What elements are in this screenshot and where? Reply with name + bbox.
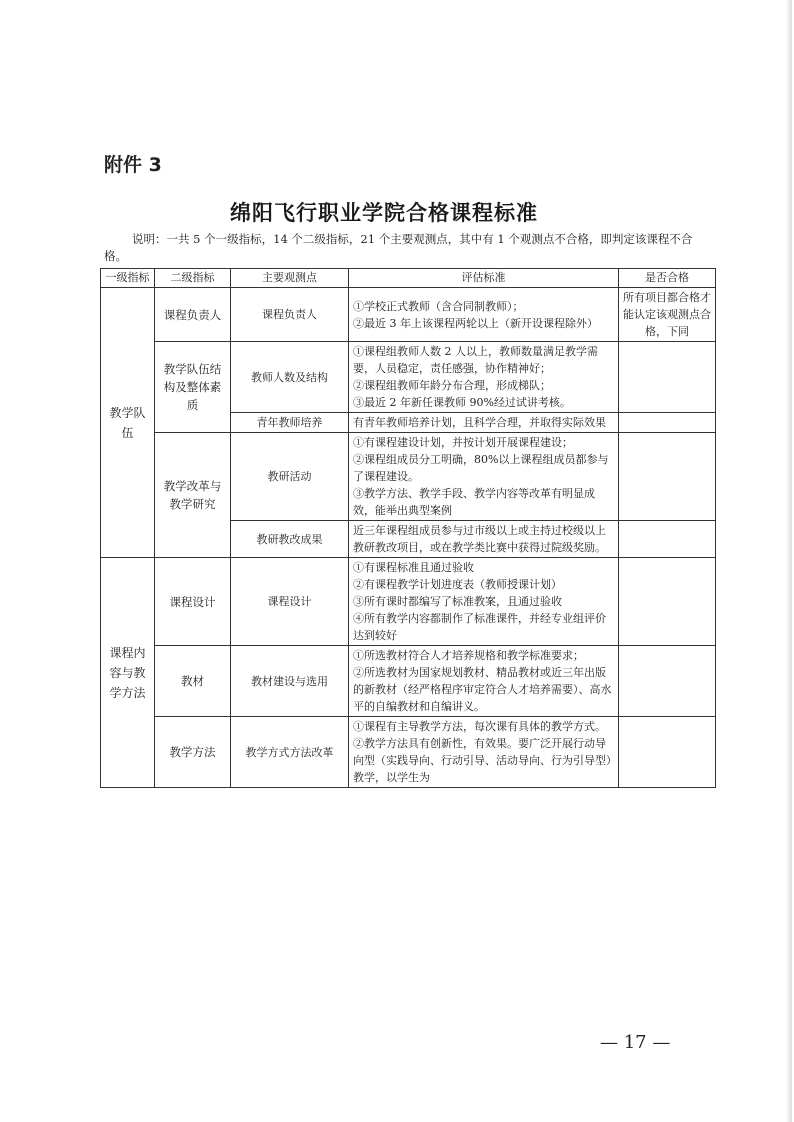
table-row bbox=[101, 433, 716, 521]
attachment-label: 附件 3 bbox=[104, 154, 162, 176]
header-observation: 主要观测点 bbox=[231, 269, 349, 288]
table-row bbox=[101, 288, 716, 342]
pass-cell bbox=[619, 342, 716, 413]
level2-cell: 教学方法 bbox=[155, 717, 231, 788]
pass-cell bbox=[619, 558, 716, 646]
header-level2: 二级指标 bbox=[155, 269, 231, 288]
level1-cell: 课程内容与教学方法 bbox=[101, 558, 155, 788]
course-standard-table bbox=[100, 268, 716, 788]
observation-cell: 教师人数及结构 bbox=[231, 342, 349, 413]
level2-cell: 课程设计 bbox=[155, 558, 231, 646]
page-number: — 17 — bbox=[600, 1032, 671, 1053]
pass-cell: 所有项目都合格才能认定该观测点合格，下同 bbox=[619, 288, 716, 342]
table-row bbox=[101, 342, 716, 413]
level2-cell: 课程负责人 bbox=[155, 288, 231, 342]
pass-cell bbox=[619, 717, 716, 788]
criteria-cell: ①课程组教师人数 2 人以上，教师数量满足教学需要，人员稳定，责任感强，协作精神好； ②课程组教师年龄分布合理，形成梯队； ③最近 2 年新任课教师 90%经过试讲考核。 bbox=[349, 342, 619, 413]
criteria-cell: ①有课程标准且通过验收 ②有课程教学计划进度表（教师授课计划） ③所有课时都编写了标准教案，且通过验收 ④所有教学内容都制作了标准课件，并经专业组评价达到较好 bbox=[349, 558, 619, 646]
pass-cell bbox=[619, 646, 716, 717]
level2-cell: 教材 bbox=[155, 646, 231, 717]
observation-cell: 教材建设与选用 bbox=[231, 646, 349, 717]
table-row bbox=[101, 717, 716, 788]
table-header-row bbox=[101, 269, 716, 288]
header-pass: 是否合格 bbox=[619, 269, 716, 288]
observation-cell: 课程设计 bbox=[231, 558, 349, 646]
level2-cell: 教学队伍结构及整体素质 bbox=[155, 342, 231, 433]
table-row bbox=[101, 646, 716, 717]
explanation-note: 说明：一共 5 个一级指标，14 个二级指标，21 个主要观测点，其中有 1 个观测点不合格，即判定该课程不合格。 bbox=[104, 232, 693, 263]
header-level1: 一级指标 bbox=[101, 269, 155, 288]
criteria-cell: 近三年课程组成员参与过市级以上或主持过校级以上教研教改项目，或在教学类比赛中获得过院级奖励。 bbox=[349, 521, 619, 558]
level2-cell: 教学改革与教学研究 bbox=[155, 433, 231, 558]
pass-cell bbox=[619, 433, 716, 521]
pass-cell bbox=[619, 413, 716, 433]
scan-edge-shadow bbox=[786, 0, 792, 1122]
criteria-cell: ①学校正式教师（含合同制教师）； ②最近 3 年上该课程两轮以上（新开设课程除外） bbox=[349, 288, 619, 342]
observation-cell: 课程负责人 bbox=[231, 288, 349, 342]
pass-cell bbox=[619, 521, 716, 558]
header-criteria: 评估标准 bbox=[349, 269, 619, 288]
criteria-cell: ①课程有主导教学方法，每次课有具体的教学方式。 ②教学方法具有创新性，有效果。要广泛开展行动导向型（实践导向、行动引导、活动导向、行为引导型）教学，以学生为 bbox=[349, 717, 619, 788]
criteria-cell: ①所选教材符合人才培养规格和教学标准要求； ②所选教材为国家规划教材、精品教材或近三年出版的新教材（经严格程序审定符合人才培养需要）、高水平的自编教材和自编讲义。 bbox=[349, 646, 619, 717]
observation-cell: 青年教师培养 bbox=[231, 413, 349, 433]
level1-cell: 教学队伍 bbox=[101, 288, 155, 558]
observation-cell: 教学方式方法改革 bbox=[231, 717, 349, 788]
observation-cell: 教研教改成果 bbox=[231, 521, 349, 558]
observation-cell: 教研活动 bbox=[231, 433, 349, 521]
page-title: 绵阳飞行职业学院合格课程标准 bbox=[230, 201, 538, 225]
criteria-cell: 有青年教师培养计划，且科学合理，并取得实际效果 bbox=[349, 413, 619, 433]
table-row bbox=[101, 558, 716, 646]
criteria-cell: ①有课程建设计划，并按计划开展课程建设； ②课程组成员分工明确，80%以上课程组成员都参与了课程建设。 ③教学方法、教学手段、教学内容等改革有明显成效，能举出典型案例 bbox=[349, 433, 619, 521]
